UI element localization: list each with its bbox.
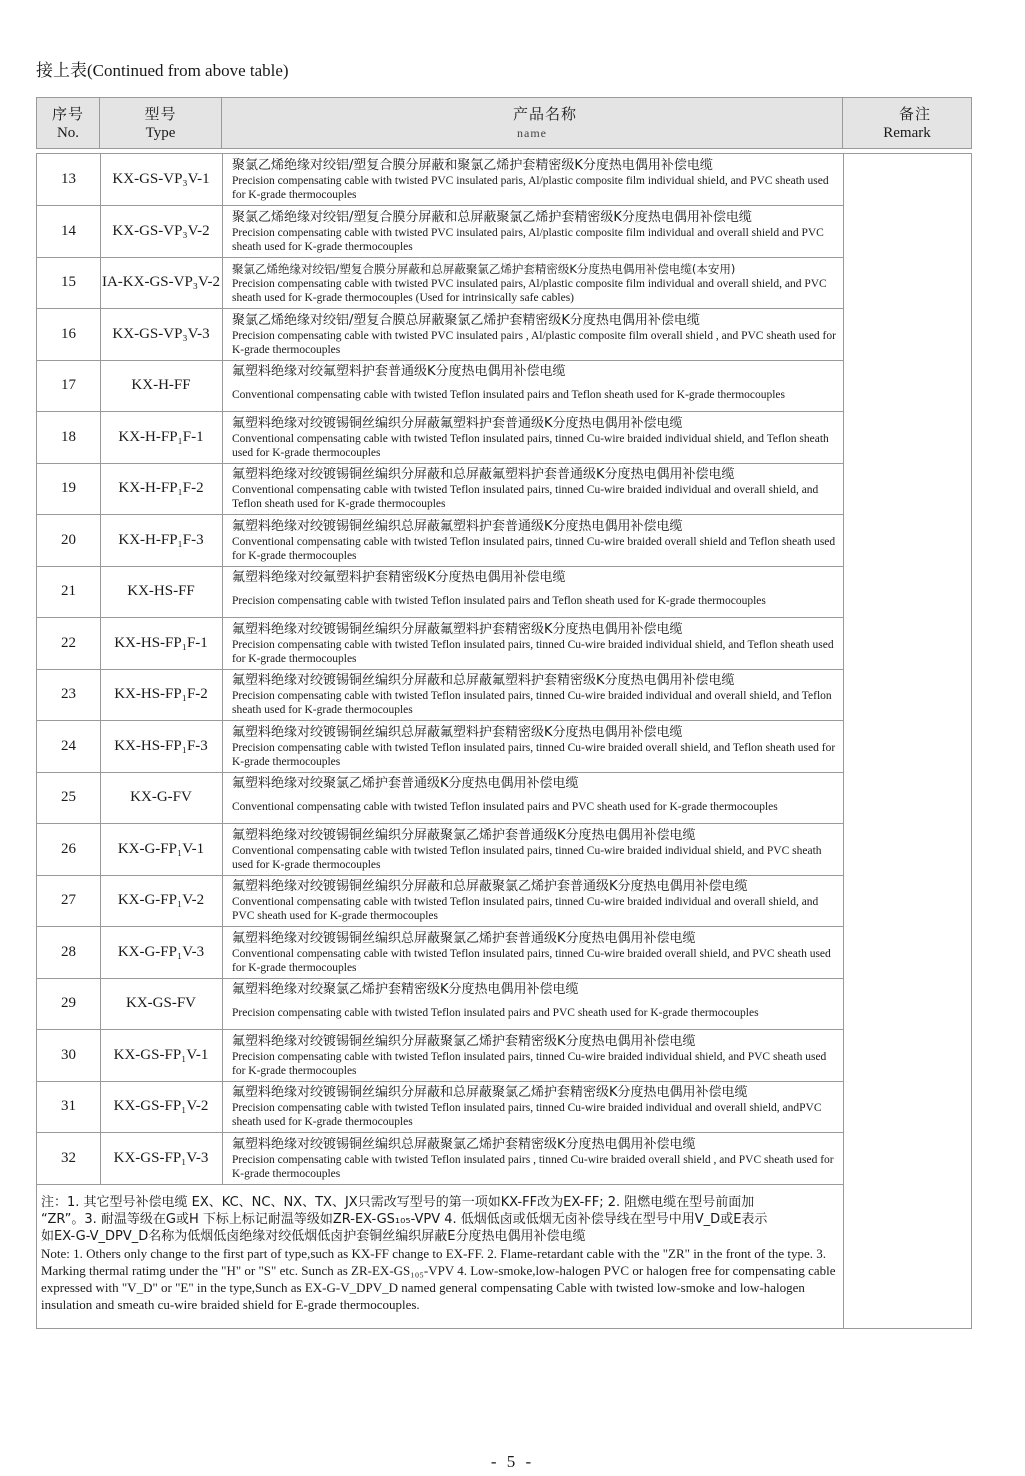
row-name-cn: 氟塑料绝缘对绞镀锡铜丝编织总屏蔽聚氯乙烯护套精密级K分度热电偶用补偿电缆 bbox=[232, 1136, 696, 1152]
row-name-en: Precision compensating cable with twisted Teflon insulated pairs, tinned Cu-wire braided individual and overall shield, andPVC sheath used for K-grade thermocouples bbox=[232, 1102, 822, 1128]
header-name bbox=[222, 98, 843, 148]
note-en: Note: 1. Others only change to the first part of type,such as KX-FF change to EX-FF. 2. Flame-retardant cable with the "ZR" in the front of the type. 3. Marking thermal ratimg under the "H" or "S" etc. Sunch as ZR-EX-GS₁₀₅-VPV 4. Low-smoke,low-halogen PVC or halogen free for compensating cable expressed with "V_D" or "E" in the type,Sunch as EX-G-V_DPV_D named general compensating Cable with twisted low-smoke and low-halogen insulation and smeath cu-wire braided shield for E-grade thermocouples. bbox=[41, 1246, 836, 1312]
row-name-en: Conventional compensating cable with twisted Teflon insulated pairs, tinned Cu-wire braided individual shield, and Teflon sheath used for K-grade thermocouples bbox=[232, 432, 829, 459]
table-row bbox=[37, 1030, 843, 1082]
row-number: 30 bbox=[61, 1046, 76, 1063]
row-number: 27 bbox=[61, 892, 76, 908]
row-name bbox=[232, 467, 838, 511]
row-number: 17 bbox=[61, 377, 76, 393]
row-number: 19 bbox=[61, 480, 76, 496]
row-name-cn: 聚氯乙烯绝缘对绞铝/塑复合膜分屏蔽和聚氯乙烯护套精密级K分度热电偶用补偿电缆 bbox=[232, 158, 713, 173]
row-name-cn: 氟塑料绝缘对绞氟塑料护套普通级K分度热电偶用补偿电缆 bbox=[232, 364, 566, 379]
row-name-en: Conventional compensating cable with twisted Teflon insulated pairs and Teflon sheath used for K-grade thermocouples bbox=[232, 389, 786, 401]
header-no-en: No. bbox=[56, 125, 80, 141]
row-name-en: Conventional compensating cable with twisted Teflon insulated pairs, tinned Cu-wire braided individual and overall shield, and Teflon sheath used for K-grade thermocouples bbox=[232, 484, 819, 510]
row-name-en: Precision compensating cable with twisted Teflon insulated pairs , tinned Cu-wire braided overall shield , and PVC sheath used for K-grade thermocouples bbox=[232, 1153, 834, 1180]
table-row bbox=[37, 206, 843, 258]
table-row bbox=[37, 927, 843, 979]
header-no bbox=[37, 98, 100, 148]
row-type: KX-H-FP₁F-3 bbox=[118, 531, 204, 548]
row-type: KX-GS-FP₁V-3 bbox=[113, 1149, 209, 1166]
header-remark bbox=[843, 98, 971, 148]
row-name bbox=[232, 879, 838, 923]
header-no-cn: 序号 bbox=[51, 105, 84, 123]
row-name bbox=[232, 776, 838, 814]
row-type: KX-GS-FP₁V-1 bbox=[113, 1046, 209, 1063]
row-name-cn: 氟塑料绝缘对绞镀锡铜丝编织分屏蔽聚氯乙烯护套精密级K分度热电偶用补偿电缆 bbox=[232, 1033, 696, 1049]
row-number: 32 bbox=[61, 1149, 76, 1166]
row-number: 13 bbox=[61, 171, 76, 187]
table-row bbox=[37, 1133, 843, 1185]
row-name bbox=[232, 210, 838, 254]
row-type: KX-GS-VP₃V-3 bbox=[112, 325, 210, 342]
row-name-en: Precision compensating cable with twisted PVC insulated pairs, Al/plastic composite film individual and overall shield and PVC sheath used for K-grade thermocouples bbox=[232, 226, 824, 253]
row-number: 28 bbox=[61, 943, 76, 960]
column-divider-remark bbox=[843, 154, 844, 1328]
table-row bbox=[37, 772, 843, 824]
row-name bbox=[232, 828, 838, 872]
row-name-en: Precision compensating cable with twisted PVC insulated paris, Al/plastic composite film individual shield, and PVC sheath used for K-grade thermocouples bbox=[232, 175, 829, 201]
row-name-cn: 氟塑料绝缘对绞聚氯乙烯护套普通级K分度热电偶用补偿电缆 bbox=[232, 776, 579, 791]
row-name bbox=[232, 313, 838, 357]
row-type: KX-H-FP₁F-2 bbox=[118, 480, 204, 496]
table-caption: 接上表(Continued from above table) bbox=[36, 61, 289, 80]
row-name bbox=[232, 1034, 838, 1078]
row-name bbox=[232, 261, 838, 305]
row-name-cn: 聚氯乙烯绝缘对绞铝/塑复合膜总屏蔽聚氯乙烯护套精密级K分度热电偶用补偿电缆 bbox=[232, 312, 700, 328]
row-name bbox=[232, 1137, 838, 1181]
table-row bbox=[37, 618, 843, 670]
row-number: 20 bbox=[61, 531, 76, 548]
header-remark-en: Remark bbox=[883, 125, 931, 141]
header-remark-cn: 备注 bbox=[898, 105, 931, 123]
table-row bbox=[37, 360, 843, 412]
row-name-en: Precision compensating cable with twisted Teflon insulated pairs, tinned Cu-wire braided overall shield, and Teflon sheath used for K-grade thermocouples bbox=[232, 741, 836, 768]
row-name-cn: 氟塑料绝缘对绞镀锡铜丝编织总屏蔽氟塑料护套精密级K分度热电偶用补偿电缆 bbox=[232, 724, 683, 740]
row-name-cn: 氟塑料绝缘对绞镀锡铜丝编织总屏蔽氟塑料护套普通级K分度热电偶用补偿电缆 bbox=[232, 518, 683, 534]
row-type: KX-HS-FP₁F-1 bbox=[114, 634, 208, 651]
table-row bbox=[37, 1081, 843, 1133]
row-name bbox=[232, 416, 838, 460]
note-cn-line-3: 如EX-G-V_DPV_D名称为低烟低卤绝缘对绞低烟低卤护套铜丝编织屏蔽E分度热电偶用补偿电缆 bbox=[41, 1229, 586, 1244]
row-number: 15 bbox=[61, 274, 76, 290]
row-number: 14 bbox=[61, 222, 76, 239]
row-name-cn: 氟塑料绝缘对绞镀锡铜丝编织分屏蔽氟塑料护套普通级K分度热电偶用补偿电缆 bbox=[232, 415, 683, 431]
row-name-en: Conventional compensating cable with twisted Teflon insulated pairs, tinned Cu-wire braided individual and overall shield, and PVC sheath used for K-grade thermocouples bbox=[232, 896, 819, 922]
table-row bbox=[37, 463, 843, 515]
row-name-en: Precision compensating cable with twisted Teflon insulated pairs and PVC sheath used for K-grade thermocouples bbox=[232, 1007, 759, 1019]
header-type bbox=[100, 98, 222, 148]
row-name-cn: 氟塑料绝缘对绞镀锡铜丝编织分屏蔽和总屏蔽聚氯乙烯护套精密级K分度热电偶用补偿电缆 bbox=[232, 1085, 748, 1100]
row-number: 22 bbox=[61, 634, 76, 651]
row-name-en: Precision compensating cable with twisted Teflon insulated pairs, tinned Cu-wire braided individual shield, and Teflon sheath used for K-grade thermocouples bbox=[232, 638, 834, 665]
row-name bbox=[232, 982, 838, 1020]
header-type-en: Type bbox=[145, 125, 176, 141]
row-type: KX-HS-FF bbox=[127, 583, 195, 599]
header-name-en: name bbox=[517, 126, 547, 140]
row-type: KX-GS-FP₁V-2 bbox=[113, 1098, 209, 1114]
page-number: - 5 - bbox=[490, 1452, 535, 1471]
row-name-cn: 氟塑料绝缘对绞镀锡铜丝编织分屏蔽和总屏蔽聚氯乙烯护套普通级K分度热电偶用补偿电缆 bbox=[232, 879, 748, 894]
table-row bbox=[37, 875, 843, 927]
table-row bbox=[37, 566, 843, 618]
table-row bbox=[37, 669, 843, 721]
row-name bbox=[232, 364, 838, 402]
table-row bbox=[37, 721, 843, 773]
table-row bbox=[37, 154, 843, 206]
row-name-en: Conventional compensating cable with twisted Teflon insulated pairs, tinned Cu-wire braided individual shield, and PVC sheath used for K-grade thermocouples bbox=[232, 844, 822, 871]
table-body bbox=[36, 153, 972, 1329]
table-row bbox=[37, 412, 843, 464]
row-number: 24 bbox=[61, 737, 76, 754]
row-name-en: Conventional compensating cable with twisted Teflon insulated pairs and PVC sheath used for K-grade thermocouples bbox=[232, 801, 778, 813]
row-name-en: Precision compensating cable with twisted Teflon insulated pairs and Teflon sheath used for K-grade thermocouples bbox=[232, 595, 766, 607]
note-cn-line-2: “ZR”。3. 耐温等级在G或H 下标上标记耐温等级如ZR-EX-GS₁₀₅-VPV 4. 低烟低卤或低烟无卤补偿导线在型号中用V_D或E表示 bbox=[41, 1212, 768, 1227]
row-type: KX-G-FP₁V-2 bbox=[117, 892, 205, 908]
row-name-en: Conventional compensating cable with twisted Teflon insulated pairs, tinned Cu-wire braided overall shield and Teflon sheath used for K-grade thermocouples bbox=[232, 535, 836, 562]
table-row bbox=[37, 824, 843, 876]
row-name bbox=[232, 931, 838, 975]
row-name-cn: 氟塑料绝缘对绞聚氯乙烯护套精密级K分度热电偶用补偿电缆 bbox=[232, 982, 579, 997]
note-cn-line-1: 注：1. 其它型号补偿电缆 EX、KC、NC、NX、TX、JX只需改写型号的第一项如KX-FF改为EX-FF; 2. 阻燃电缆在型号前面加 bbox=[41, 1195, 755, 1210]
row-name-cn: 氟塑料绝缘对绞镀锡铜丝编织总屏蔽聚氯乙烯护套普通级K分度热电偶用补偿电缆 bbox=[232, 930, 696, 946]
row-type: KX-G-FP₁V-3 bbox=[117, 943, 205, 960]
row-type: KX-G-FP₁V-1 bbox=[117, 840, 205, 857]
row-type: KX-H-FP₁F-1 bbox=[118, 428, 204, 445]
table-row bbox=[37, 978, 843, 1030]
row-type: KX-GS-FV bbox=[125, 995, 196, 1011]
row-type: KX-HS-FP₁F-3 bbox=[114, 737, 208, 754]
table-row bbox=[37, 257, 843, 309]
row-type: KX-HS-FP₁F-2 bbox=[114, 686, 208, 702]
row-number: 18 bbox=[61, 428, 76, 445]
row-type: IA-KX-GS-VP₃V-2 bbox=[101, 274, 220, 290]
row-name-en: Conventional compensating cable with twisted Teflon insulated pairs, tinned Cu-wire braided overall shield, and PVC sheath used for K-grade thermocouples bbox=[232, 947, 831, 974]
header-name-cn: 产品名称 bbox=[512, 105, 577, 123]
row-number: 29 bbox=[61, 995, 76, 1011]
row-type: KX-G-FV bbox=[130, 789, 192, 805]
row-type: KX-GS-VP₃V-2 bbox=[112, 222, 210, 239]
row-type: KX-GS-VP₃V-1 bbox=[112, 171, 210, 187]
row-name-cn: 氟塑料绝缘对绞镀锡铜丝编织分屏蔽氟塑料护套精密级K分度热电偶用补偿电缆 bbox=[232, 621, 683, 637]
header-type-cn: 型号 bbox=[144, 105, 177, 123]
row-number: 26 bbox=[61, 840, 76, 857]
row-name-cn: 氟塑料绝缘对绞镀锡铜丝编织分屏蔽聚氯乙烯护套普通级K分度热电偶用补偿电缆 bbox=[232, 827, 696, 843]
table-header bbox=[36, 97, 972, 149]
row-name-en: Precision compensating cable with twisted Teflon insulated pairs, tinned Cu-wire braided individual and overall shield, and Teflon sheath used for K-grade thermocouples bbox=[232, 690, 832, 716]
table-row bbox=[37, 309, 843, 361]
row-name-en: Precision compensating cable with twisted PVC insulated pairs , Al/plastic composite film overall shield , and PVC sheath used for K-grade thermocouples bbox=[232, 329, 836, 356]
row-name bbox=[232, 725, 838, 769]
row-name bbox=[232, 622, 838, 666]
row-name-en: Precision compensating cable with twisted Teflon insulated pairs, tinned Cu-wire braided individual shield, and PVC sheath used for K-grade thermocouples bbox=[232, 1050, 827, 1077]
row-name bbox=[232, 570, 838, 608]
row-name-en: Precision compensating cable with twisted PVC insulated pairs, Al/plastic composite film individual and overall shield, and PVC sheath used for K-grade thermocouples (Used for intrinsically safe cables) bbox=[232, 278, 827, 304]
row-name bbox=[232, 519, 838, 563]
row-name-cn: 氟塑料绝缘对绞镀锡铜丝编织分屏蔽和总屏蔽氟塑料护套精密级K分度热电偶用补偿电缆 bbox=[232, 673, 735, 688]
row-number: 16 bbox=[61, 325, 76, 342]
row-number: 21 bbox=[61, 583, 76, 599]
row-name bbox=[232, 673, 838, 717]
row-name-cn: 氟塑料绝缘对绞氟塑料护套精密级K分度热电偶用补偿电缆 bbox=[232, 570, 566, 585]
notes-block bbox=[41, 1194, 841, 1313]
row-name bbox=[232, 158, 838, 202]
row-number: 23 bbox=[61, 686, 76, 702]
row-name-cn: 聚氯乙烯绝缘对绞铝/塑复合膜分屏蔽和总屏蔽聚氯乙烯护套精密级K分度热电偶用补偿电缆 bbox=[232, 209, 752, 225]
row-number: 31 bbox=[61, 1098, 76, 1114]
row-type: KX-H-FF bbox=[131, 377, 191, 393]
row-name-cn: 聚氯乙烯绝缘对绞铝/塑复合膜分屏蔽和总屏蔽聚氯乙烯护套精密级K分度热电偶用补偿电缆(本安用) bbox=[232, 262, 736, 276]
row-name-cn: 氟塑料绝缘对绞镀锡铜丝编织分屏蔽和总屏蔽氟塑料护套普通级K分度热电偶用补偿电缆 bbox=[232, 467, 735, 482]
row-name bbox=[232, 1085, 838, 1129]
table-row bbox=[37, 515, 843, 567]
row-number: 25 bbox=[61, 789, 76, 805]
